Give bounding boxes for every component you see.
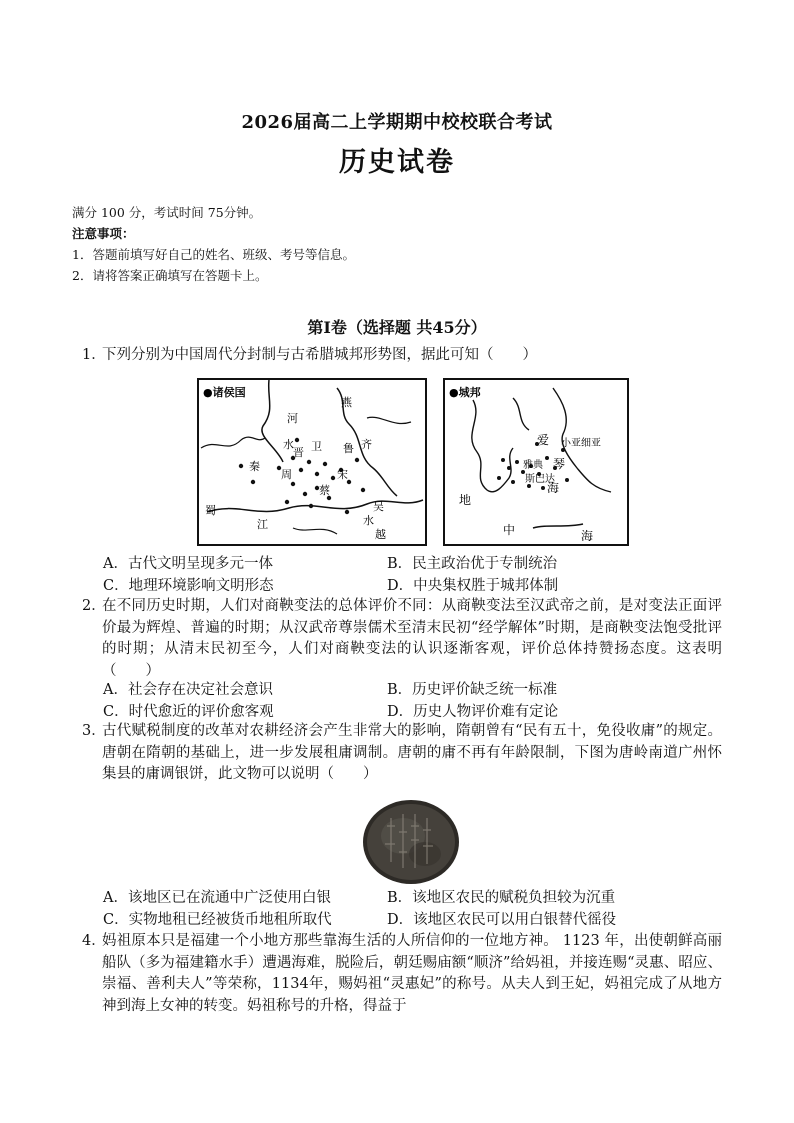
- map-label: 宋: [337, 468, 348, 481]
- map-legend: ●城邦: [449, 386, 481, 399]
- map-label: 越: [375, 528, 386, 541]
- map-label: 爱: [537, 433, 550, 447]
- map-label: 小亚细亚: [561, 438, 601, 449]
- map-label: 琴: [553, 457, 566, 471]
- map-label: 蔡: [319, 484, 330, 497]
- option-a: A．社会存在决定社会意识: [103, 682, 273, 698]
- map-label: 海: [581, 529, 594, 543]
- map-label: 鲁: [343, 442, 354, 455]
- map-label: 秦: [249, 460, 260, 473]
- question-stem: 在不同历史时期，人们对商鞅变法的总体评价不同：从商鞅变法至汉武帝之前，是对变法正面评价最为辉煌、普遍的时期；从汉武帝尊崇儒术至清末民初“经学解体”时期，是商鞅变法饱受批评的时期；从清末民初至今，人们对商鞅变法的认识逐渐客观，评价总体持赞扬态度。这表明（ ）: [102, 598, 722, 679]
- map-label: 卫: [311, 440, 322, 453]
- question-2: [82, 596, 722, 682]
- map-label: 中: [503, 523, 516, 537]
- question-stem: 妈祖原本只是福建一个小地方那些靠海生活的人所信仰的一位地方神。 1123 年，出使朝鲜高丽船队（多为福建籍水手）遭遇海难，脱险后，朝廷赐庙额“顺济”给妈祖，并接连赐“灵惠、昭应、崇福、善利夫人”等荣称，1134年，赐妈祖“灵惠妃”的称号。从夫人到王妃，妈祖完成了从地方神到海上女神的转变。妈祖称号的升格，得益于: [102, 933, 722, 1014]
- section-title: 第Ⅰ卷（选择题 共45分）: [307, 318, 487, 337]
- map-label: 燕: [341, 396, 352, 409]
- question-3-options: [103, 888, 663, 931]
- map-label: 地: [459, 493, 472, 507]
- score-time-info: 满分 100 分，考试时间 75分钟。: [72, 205, 262, 220]
- option-d: D．中央集权胜于城邦体制: [387, 577, 559, 594]
- question-4: [82, 931, 722, 1017]
- subject-title: 历史试卷: [339, 147, 455, 178]
- map-label: 吴: [373, 500, 384, 513]
- option-c: C．实物地租已经被货币地租所取代: [103, 911, 332, 928]
- question-number: 4．: [82, 933, 106, 949]
- map-label: 齐: [361, 438, 372, 451]
- exam-title: 2026届高二上学期期中校校联合考试: [241, 112, 553, 133]
- map-label: 江: [257, 518, 268, 531]
- option-c: C．时代愈近的评价愈客观: [103, 703, 274, 720]
- map-label: 河: [287, 412, 298, 425]
- option-b: B．民主政治优于专制统治: [387, 556, 558, 572]
- map-label: 海: [547, 481, 560, 495]
- silver-cake-photo: [355, 796, 467, 888]
- option-a: A．古代文明呈现多元一体: [103, 556, 273, 572]
- map-label: 水: [363, 514, 374, 527]
- map-label: 斯巴达: [525, 474, 555, 485]
- question-2-options: [103, 680, 663, 723]
- zhou-fief-map: [197, 378, 427, 546]
- map-legend: ●诸侯国: [203, 386, 246, 399]
- map-label: 周: [281, 468, 292, 481]
- option-a: A．该地区已在流通中广泛使用白银: [103, 890, 331, 906]
- option-c: C．地理环境影响文明形态: [103, 577, 274, 594]
- option-d: D．该地区农民可以用白银替代徭役: [387, 911, 617, 928]
- notice-label: 注意事项：: [72, 226, 135, 241]
- question-number: 1．: [82, 347, 106, 363]
- option-b: B．历史评价缺乏统一标准: [387, 682, 558, 698]
- option-d: D．历史人物评价难有定论: [387, 703, 559, 720]
- map-label: 雅典: [523, 460, 543, 471]
- question-1: [82, 345, 722, 367]
- question-stem: 古代赋税制度的改革对农耕经济会产生非常大的影响，隋朝曾有“民有五十，免役收庸”的规定。唐朝在隋朝的基础上，进一步发展租庸调制。唐朝的庸不再有年龄限制，下图为唐岭南道广州怀集县的庸调银饼，此文物可以说明（ ）: [102, 723, 722, 782]
- notice-item-1: 1．答题前填写好自己的姓名、班级、考号等信息。: [72, 247, 355, 262]
- question-stem: 下列分别为中国周代分封制与古希腊城邦形势图，据此可知（ ）: [102, 347, 537, 363]
- greek-polis-map: [443, 378, 629, 546]
- notice-item-2: 2．请将答案正确填写在答题卡上。: [72, 268, 268, 283]
- map-label: 晋: [293, 446, 304, 459]
- question-number: 3．: [82, 723, 106, 739]
- option-b: B．该地区农民的赋税负担较为沉重: [387, 890, 616, 906]
- map-label: 蜀: [205, 504, 216, 517]
- question-3: [82, 721, 722, 786]
- map-label: 水: [283, 438, 294, 451]
- question-1-options: [103, 554, 663, 597]
- question-number: 2．: [82, 598, 106, 614]
